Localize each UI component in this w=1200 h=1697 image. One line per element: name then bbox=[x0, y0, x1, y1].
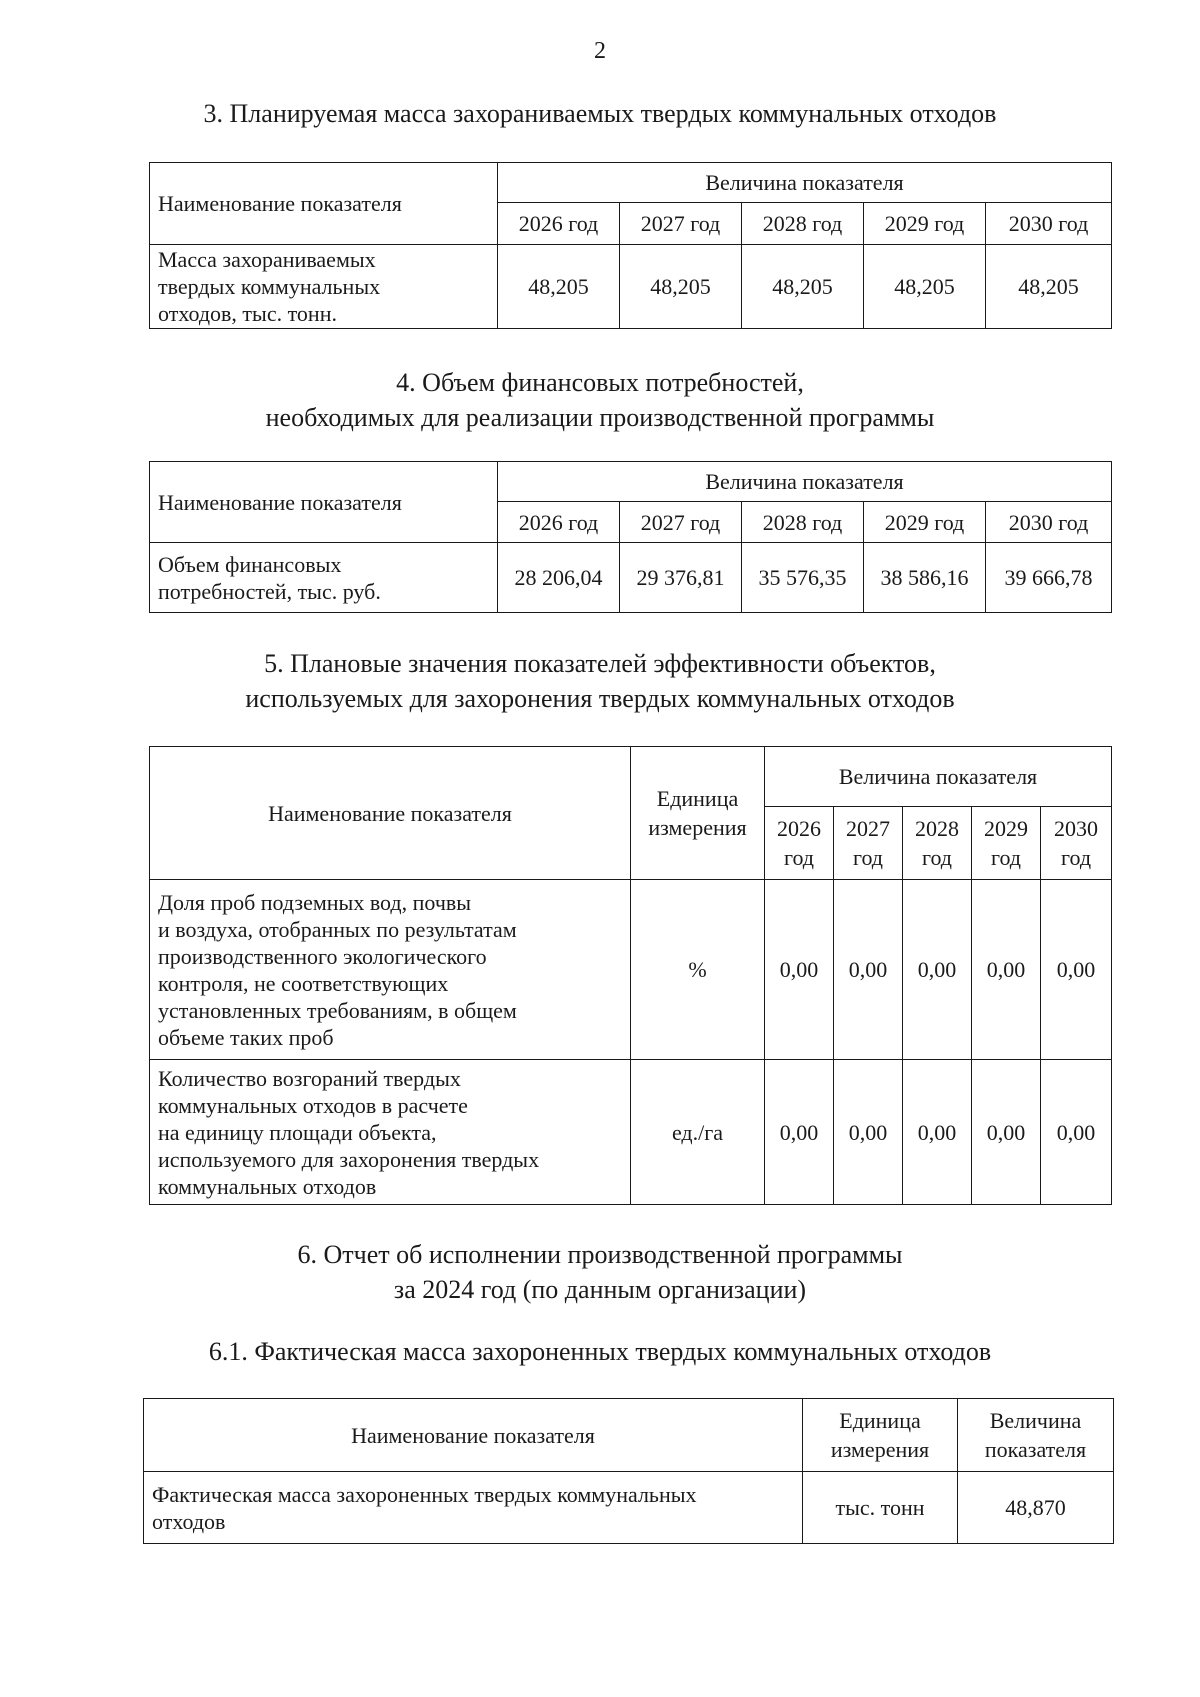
year-header bbox=[834, 807, 903, 880]
row-name-line: Объем финансовых bbox=[158, 551, 342, 577]
row-name bbox=[144, 1472, 803, 1544]
value-cell: 38 586,16 bbox=[864, 543, 986, 613]
row-name-line: Доля проб подземных вод, почвы bbox=[158, 889, 472, 915]
year-word: год bbox=[1060, 845, 1092, 870]
section-6-title bbox=[0, 1237, 1200, 1307]
table-financial-needs bbox=[149, 461, 1112, 613]
section-5-title-line: 5. Плановые значения показателей эффективности объектов, bbox=[264, 649, 936, 678]
row-name-line: потребностей, тыс. руб. bbox=[158, 578, 381, 604]
value-cell: 0,00 bbox=[1041, 1060, 1112, 1205]
table-row bbox=[150, 245, 1112, 329]
row-name-line: твердых коммунальных bbox=[158, 274, 381, 299]
value-cell: 35 576,35 bbox=[742, 543, 864, 613]
header-unit-line: измерения bbox=[648, 815, 747, 840]
year-header: 2027 год bbox=[620, 203, 742, 245]
year-header: 2029 год bbox=[864, 502, 986, 543]
section-3-title: 3. Планируемая масса захораниваемых твердых коммунальных отходов bbox=[203, 99, 997, 128]
section-5-title-line: используемых для захоронения твердых коммунальных отходов bbox=[245, 684, 955, 713]
row-name bbox=[150, 543, 498, 613]
year-header bbox=[903, 807, 972, 880]
value-cell: 0,00 bbox=[903, 880, 972, 1060]
row-name bbox=[150, 880, 631, 1060]
value-cell: 0,00 bbox=[834, 1060, 903, 1205]
table-row bbox=[144, 1472, 1114, 1544]
year-header: 2028 год bbox=[742, 502, 864, 543]
unit-cell: % bbox=[631, 880, 765, 1060]
table-row bbox=[150, 543, 1112, 613]
value-cell: 39 666,78 bbox=[986, 543, 1112, 613]
header-name: Наименование показателя bbox=[150, 462, 498, 543]
year-header bbox=[972, 807, 1041, 880]
header-name: Наименование показателя bbox=[150, 163, 498, 245]
row-name bbox=[150, 1060, 631, 1205]
value-cell: 0,00 bbox=[972, 880, 1041, 1060]
year-header bbox=[1041, 807, 1112, 880]
header-name: Наименование показателя bbox=[144, 1399, 803, 1472]
section-6-title-line: за 2024 год (по данным организации) bbox=[393, 1275, 807, 1304]
year-word: год bbox=[852, 845, 884, 870]
year-number: 2029 bbox=[984, 816, 1028, 841]
year-header: 2026 год bbox=[498, 203, 620, 245]
row-name bbox=[150, 245, 498, 329]
section-5-title bbox=[0, 646, 1200, 716]
section-6-title-line: 6. Отчет об исполнении производственной программы bbox=[297, 1240, 903, 1269]
header-unit bbox=[803, 1399, 958, 1472]
year-header: 2030 год bbox=[986, 203, 1112, 245]
header-value: Величина показателя bbox=[498, 163, 1112, 203]
header-value: Величина показателя bbox=[498, 462, 1112, 502]
value-cell: 0,00 bbox=[903, 1060, 972, 1205]
value-cell: 0,00 bbox=[1041, 880, 1112, 1060]
row-name-line: коммунальных отходов bbox=[158, 1173, 377, 1199]
year-header: 2029 год bbox=[864, 203, 986, 245]
value-cell: 0,00 bbox=[972, 1060, 1041, 1205]
value-cell: 0,00 bbox=[834, 880, 903, 1060]
value-cell: 48,205 bbox=[742, 245, 864, 329]
header-value-line: показателя bbox=[984, 1437, 1087, 1462]
row-name-line: используемого для захоронения твердых bbox=[158, 1146, 540, 1172]
section-6-1-title: 6.1. Фактическая масса захороненных твердых коммунальных отходов bbox=[208, 1337, 992, 1366]
header-name: Наименование показателя bbox=[150, 747, 631, 880]
header-unit-line: Единица bbox=[839, 1408, 921, 1433]
row-name-line: и воздуха, отобранных по результатам bbox=[158, 916, 517, 942]
value-cell: 29 376,81 bbox=[620, 543, 742, 613]
row-name-line: отходов bbox=[152, 1508, 226, 1534]
header-unit-line: измерения bbox=[830, 1437, 930, 1462]
year-word: год bbox=[990, 845, 1022, 870]
row-name-line: коммунальных отходов в расчете bbox=[158, 1092, 468, 1118]
table-row bbox=[150, 1060, 1112, 1205]
table-row bbox=[150, 880, 1112, 1060]
value-cell: 48,205 bbox=[620, 245, 742, 329]
header-value: Величина показателя bbox=[765, 747, 1112, 807]
header-unit-line: Единица bbox=[656, 786, 739, 811]
value-cell: 48,205 bbox=[498, 245, 620, 329]
table-planned-mass bbox=[149, 162, 1112, 329]
section-4-title-line: 4. Объем финансовых потребностей, bbox=[396, 368, 804, 397]
header-value-line: Величина bbox=[989, 1408, 1082, 1433]
year-word: год bbox=[921, 845, 953, 870]
year-number: 2026 bbox=[777, 816, 821, 841]
page-number: 2 bbox=[594, 38, 606, 64]
table-efficiency-indicators bbox=[149, 746, 1112, 1205]
row-name-line: Фактическая масса захороненных твердых коммунальных bbox=[152, 1481, 697, 1507]
row-name-line: контроля, не соответствующих bbox=[158, 970, 449, 996]
value-cell: 48,205 bbox=[986, 245, 1112, 329]
year-number: 2030 bbox=[1054, 816, 1098, 841]
row-name-line: Масса захораниваемых bbox=[158, 247, 376, 272]
year-number: 2027 bbox=[846, 816, 890, 841]
year-header: 2027 год bbox=[620, 502, 742, 543]
row-name-line: Количество возгораний твердых bbox=[158, 1065, 461, 1091]
year-word: год bbox=[783, 845, 815, 870]
value-cell: 0,00 bbox=[765, 1060, 834, 1205]
value-cell: 48,870 bbox=[958, 1472, 1114, 1544]
unit-cell: ед./га bbox=[631, 1060, 765, 1205]
row-name-line: на единицу площади объекта, bbox=[158, 1119, 437, 1145]
row-name-line: производственного экологического bbox=[158, 943, 487, 969]
value-cell: 48,205 bbox=[864, 245, 986, 329]
year-header: 2030 год bbox=[986, 502, 1112, 543]
row-name-line: установленных требованиям, в общем bbox=[158, 997, 517, 1023]
row-name-line: отходов, тыс. тонн. bbox=[158, 301, 337, 326]
year-number: 2028 bbox=[915, 816, 959, 841]
year-header bbox=[765, 807, 834, 880]
year-header: 2026 год bbox=[498, 502, 620, 543]
header-value bbox=[958, 1399, 1114, 1472]
header-unit bbox=[631, 747, 765, 880]
section-4-title bbox=[0, 365, 1200, 435]
section-4-title-line: необходимых для реализации производственной программы bbox=[265, 403, 935, 432]
year-header: 2028 год bbox=[742, 203, 864, 245]
value-cell: 28 206,04 bbox=[498, 543, 620, 613]
unit-cell: тыс. тонн bbox=[803, 1472, 958, 1544]
table-actual-mass bbox=[143, 1398, 1114, 1544]
row-name-line: объеме таких проб bbox=[158, 1024, 334, 1050]
value-cell: 0,00 bbox=[765, 880, 834, 1060]
